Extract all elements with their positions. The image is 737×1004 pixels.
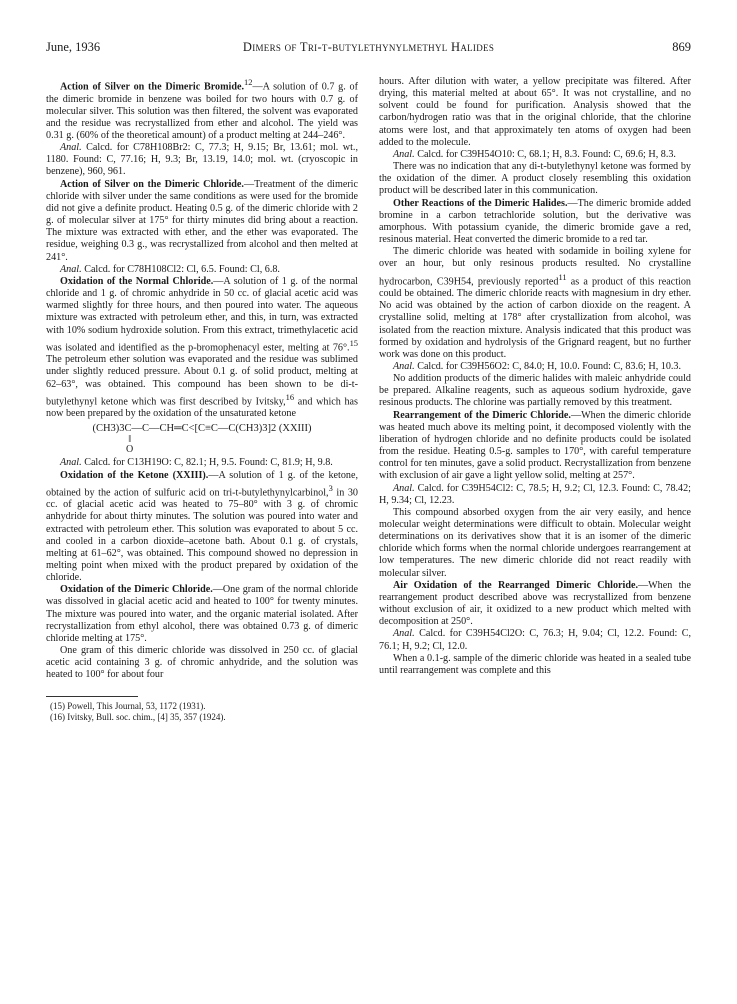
paragraph-body: No addition products of the dimeric halides with maleic anhydride could be prepared. Alkaline reagents, such as aqueous sodium hydroxide, gave resinous products. The chlorine was partially removed by this treatment. [379, 373, 691, 409]
right-column [379, 76, 691, 677]
formula-carbonyl: ‖ O [126, 434, 134, 456]
chemical-formula [46, 423, 358, 457]
header-date: June, 1936 [46, 40, 101, 54]
section-heading: Action of Silver on the Dimeric Chloride. [60, 178, 244, 190]
footnote-ref: 3 [328, 482, 333, 493]
running-header [46, 40, 691, 56]
footnote-ref: 11 [558, 271, 567, 282]
analysis-line: Anal. Calcd. for C39H54Cl2O: C, 76.3; H, 9.04; Cl, 12.2. Found: C, 76.1; H, 9.2; Cl, 12.0. [379, 628, 691, 652]
footnote-ref: 15 [349, 337, 358, 348]
section-heading: Air Oxidation of the Rearranged Dimeric Chloride. [393, 579, 638, 591]
paragraph-other-reactions: Other Reactions of the Dimeric Halides.—The dimeric bromide added bromine in a carbon tetrachloride solution, but the derivative was amorphous. With potassium cyanide, the dimeric bromide gave a red, resinous material. Heat converted the dimeric bromide to a red tar. [379, 197, 691, 246]
header-title: Dimers of Tri-t-butylethynylmethyl Halides [242, 40, 495, 54]
paragraph-rearrangement: Rearrangement of the Dimeric Chloride.—When the dimeric chloride was heated much above its melting point, it decomposed violently with the liberation of hydrogen chloride and no definite products could be isolated from the residue. Heating 0.5-g. samples to 170°, with careful temperature control for ten minutes, gave a solid product. Recrystallization from benzene with exclusion of air gave a light yellow solid, melting at 257°. [379, 409, 691, 482]
section-heading: Action of Silver on the Dimeric Bromide. [60, 81, 245, 93]
paragraph-body: This compound absorbed oxygen from the air very easily, and hence molecular weight determinations were difficult to obtain. Molecular weight determinations on its derivatives show that it is an isomer of the dimeric chloride which forms when the normal chloride undergoes rearrangement at low temperatures. The new dimeric chloride did not react readily with molecular silver. [379, 506, 691, 579]
paragraph-continued: hours. After dilution with water, a yellow precipitate was filtered. After drying, this material melted at about 65°. It was not crystalline, and no solvent could be found for purification. Analysis showed that the carbon/hydrogen ratio was that in the original chloride, that the chlorine atoms were lost, and that approximately ten atoms of oxygen had been added to the molecule. [379, 76, 691, 148]
paragraph-air-oxidation: Air Oxidation of the Rearranged Dimeric Chloride.—When the rearrangement product described above was recrystallized from benzene without exclusion of air, it oxidized to a new product which melted with decomposition at 250°. [379, 579, 691, 628]
formula-main: (CH3)3C—C—CH═C<[C≡C—C(CH3)3]2 (XXIII) [92, 423, 312, 435]
section-heading: Rearrangement of the Dimeric Chloride. [393, 409, 571, 421]
analysis-line: Anal. Calcd. for C39H54O10: C, 68.1; H, 8.3. Found: C, 69.6; H, 8.3. [393, 148, 676, 160]
section-heading: Other Reactions of the Dimeric Halides. [393, 197, 568, 209]
analysis-line: Anal. Calcd. for C78H108Cl2: Cl, 6.5. Found: Cl, 6.8. [60, 263, 280, 275]
paragraph-body: One gram of this dimeric chloride was dissolved in 250 cc. of glacial acetic acid containing 3 g. of chromic anhydride, and the solution was heated to 100° for about four [46, 645, 358, 681]
page-number: 869 [672, 40, 691, 54]
analysis-line: Anal. Calcd. for C39H54Cl2: C, 78.5; H, 9.2; Cl, 12.3. Found: C, 78.42; H, 9.34; Cl, 12.23. [379, 482, 691, 506]
left-column [46, 76, 358, 723]
analysis-line: Anal. Calcd. for C78H108Br2: C, 77.3; H, 9.15; Br, 13.61; mol. wt., 1180. Found: C, 77.16; H, 9.3; Br, 13.19, 14.0; mol. wt. (cryoscopic in benzene), 960, 961. [46, 142, 358, 178]
paragraph-oxidation-dimeric: Oxidation of the Dimeric Chloride.—One gram of the normal chloride was dissolved in glacial acetic acid and heated to 100° for twenty minutes. The mixture was poured into water, and the organic material isolated. After recrystallization from ethyl alcohol, there was obtained 0.73 g. of dimeric chloride melting at 175°. [46, 584, 358, 644]
paragraph-silver-bromide: Action of Silver on the Dimeric Bromide.$^{12}$—A solution of 0.7 g. of the dimeric bromide in benzene was boiled for two hours with 0.7 g. of molecular silver. This solution was then filtered, the solvent was evaporated and the residue was recrystallized from ether and alcohol. The yield was 0.31 g. (60% of the theoretical amount) of a product melting at 244–246°. [46, 77, 358, 141]
paragraph-oxidation-normal: Oxidation of the Normal Chloride.—A solution of 1 g. of the normal chloride and 1 g. of chromic anhydride in 50 cc. of glacial acetic acid was warmed slightly for three hours, and then poured into water. The aqueous mixture was extracted with petroleum ether, and this, in turn, was extracted with 10% sodium hydroxide solution. From this extract, trimethylacetic acid was isolated and identified as the p-bromophenacyl ester, melting at 76°.$^{15}$ The petroleum ether solution was evaporated and the residue was sublimed under slightly reduced pressure. About 0.1 g. of solid product, melting at 62–63°, was obtained. This compound has been shown to be di-t-butylethynyl ketone which was first described by Ivitsky,$^{16}$ and which has now been prepared by the oxidation of the unsaturated ketone [46, 275, 358, 420]
section-heading: Oxidation of the Dimeric Chloride. [60, 584, 213, 596]
section-heading: Oxidation of the Ketone (XXIII). [60, 469, 209, 481]
footnote-16: (16) Ivitsky, Bull. soc. chim., [4] 35, 357 (1924). [50, 711, 226, 722]
footnote-divider [46, 696, 138, 697]
paragraph-body: When a 0.1-g. sample of the dimeric chloride was heated in a sealed tube until rearrangement was complete and this [379, 652, 691, 676]
paragraph-body: The dimeric chloride was heated with sodamide in boiling xylene for over an hour, but only resinous products resulted. No crystalline hydrocarbon, C39H54, previously reported$^{11}$ as a product of this reaction could be obtained. The dimeric chloride reacts with magnesium in dry ether. No acid was obtained by the action of carbon dioxide on the reagent. A crystalline solid, melting at 178° after crystallization from alcohol, was isolated from the reaction mixture. Analysis indicated that this product was formed by oxidation and hydrolysis of the Grignard reagent, but no further work was done on this product. [379, 246, 691, 360]
paragraph-body: There was no indication that any di-t-butylethynyl ketone was formed by the oxidation of the dimer. A product closely resembling this oxidation product will be described later in this communication. [379, 161, 691, 197]
analysis-line: Anal. Calcd. for C39H56O2: C, 84.0; H, 10.0. Found: C, 83.6; H, 10.3. [393, 360, 682, 372]
footnote-ref: 12 [244, 77, 253, 87]
paragraph-oxidation-ketone: Oxidation of the Ketone (XXIII).—A solution of 1 g. of the ketone, obtained by the action of sulfuric acid on tri-t-butylethynylcarbinol,$^3$ in 30 cc. of glacial acetic acid was heated to 75–80° with 3 g. of chromic anhydride for about thirty minutes. The solution was poured into water and extracted with petroleum ether. This solution was evaporated to about 5 cc. and cooled in a carbon dioxide–acetone bath. About 0.1 g. of crystals, melting at 61–62°, was obtained. This compound showed no depression in melting point when mixed with the product prepared by oxidation of the chloride. [46, 469, 358, 584]
section-heading: Oxidation of the Normal Chloride. [60, 275, 214, 287]
footnote-ref: 16 [285, 391, 295, 402]
paragraph-silver-chloride: Action of Silver on the Dimeric Chloride.—Treatment of the dimeric chloride with silver under the same conditions as were used for the bromide did not give a definite product. Heating 0.5 g. of the dimeric chloride with 2 g. of molecular silver at 175° for thirty minutes did bring about a reaction. The mixture was extracted with ether, and the ether was evaporated. The residue, weighing 0.3 g., was recrystallized from alcohol and then melted at 241°. [46, 178, 358, 263]
analysis-line: Anal. Calcd. for C13H19O: C, 82.1; H, 9.5. Found: C, 81.9; H, 9.8. [60, 457, 333, 469]
footnote-15: (15) Powell, This Journal, 53, 1172 (1931). [50, 700, 206, 711]
